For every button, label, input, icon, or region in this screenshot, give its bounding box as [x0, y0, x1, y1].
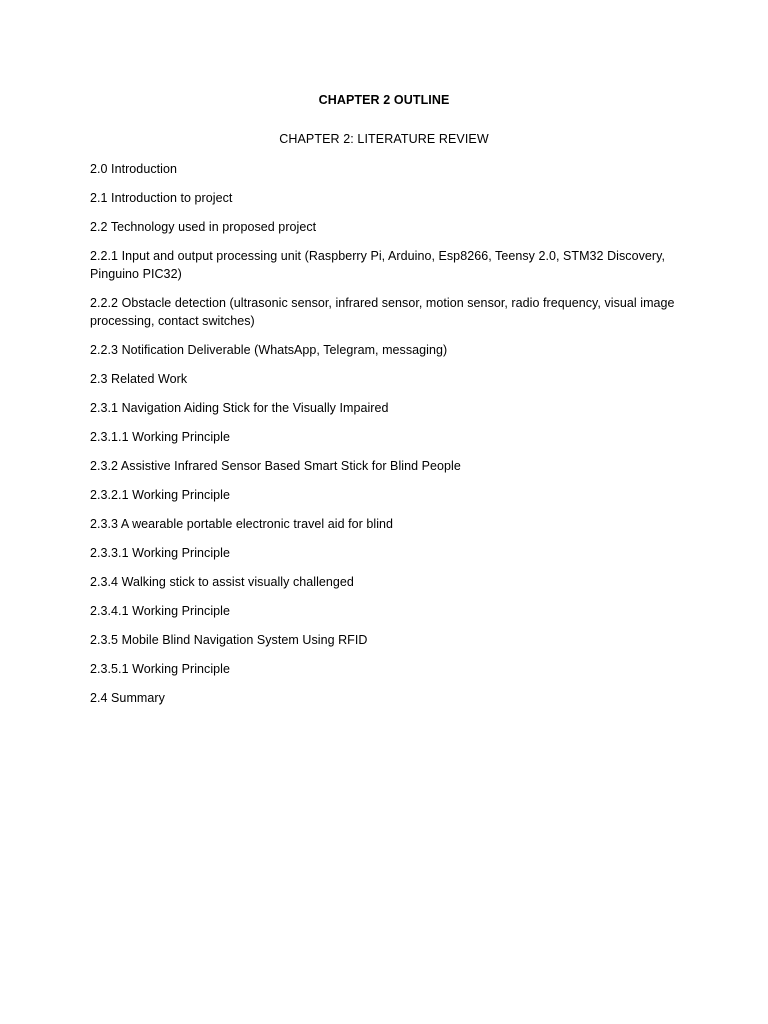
outline-item: 2.3.4 Walking stick to assist visually challenged [90, 575, 354, 589]
outline-item: 2.2.1 Input and output processing unit (Raspberry Pi, Arduino, Esp8266, Teensy 2.0, STM32 Discovery, Pinguino PIC32) [90, 249, 665, 281]
outline-item: 2.3.1.1 Working Principle [90, 430, 230, 444]
outline-item: 2.3.5.1 Working Principle [90, 662, 230, 676]
outline-item: 2.3.2 Assistive Infrared Sensor Based Smart Stick for Blind People [90, 459, 461, 473]
chapter-heading: CHAPTER 2: LITERATURE REVIEW [279, 132, 489, 146]
outline-item: 2.3.4.1 Working Principle [90, 604, 230, 618]
outline-item: 2.0 Introduction [90, 162, 177, 176]
outline-item: 2.3.1 Navigation Aiding Stick for the Visually Impaired [90, 401, 389, 415]
outline-item: 2.3.3.1 Working Principle [90, 546, 230, 560]
outline-item: 2.2.3 Notification Deliverable (WhatsApp, Telegram, messaging) [90, 343, 448, 357]
page-title: CHAPTER 2 OUTLINE [318, 93, 450, 107]
outline-item: 2.3 Related Work [90, 372, 188, 386]
outline-item: 2.3.2.1 Working Principle [90, 488, 230, 502]
outline-item: 2.3.3 A wearable portable electronic travel aid for blind [90, 517, 394, 531]
outline-item: 2.3.5 Mobile Blind Navigation System Using RFID [90, 633, 368, 647]
outline-item: 2.2 Technology used in proposed project [90, 220, 317, 234]
outline-item: 2.4 Summary [90, 691, 165, 705]
outline-item: 2.2.2 Obstacle detection (ultrasonic sensor, infrared sensor, motion sensor, radio frequency, visual image processing, contact switches) [90, 296, 675, 328]
outline-item: 2.1 Introduction to project [90, 191, 233, 205]
outline-list [90, 160, 680, 718]
